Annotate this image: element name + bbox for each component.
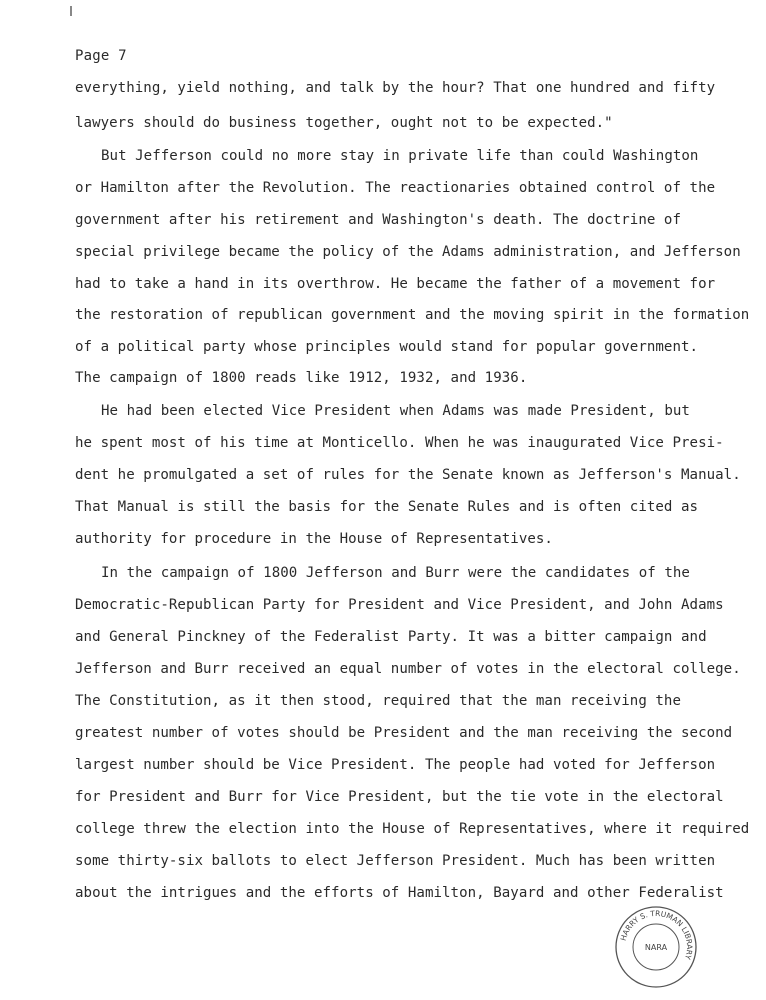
stamp-center-text: NARA	[644, 943, 668, 952]
text-line: greatest number of votes should be President and the man receiving the second	[75, 725, 733, 741]
paragraph-start-line: He had been elected Vice President when Adams was made President, but	[101, 403, 690, 419]
text-line: That Manual is still the basis for the Senate Rules and is often cited as	[75, 499, 699, 515]
stamp-ring-text: HARRY S. TRUMAN LIBRARY	[618, 908, 695, 961]
paragraph-start-line: But Jefferson could no more stay in private life than could Washington	[101, 148, 699, 164]
page-number: Page 7	[75, 48, 127, 64]
text-line: or Hamilton after the Revolution. The reactionaries obtained control of the	[75, 180, 716, 196]
text-line: everything, yield nothing, and talk by the hour? That one hundred and fifty	[75, 80, 716, 96]
text-line: had to take a hand in its overthrow. He became the father of a movement for	[75, 276, 716, 292]
text-line: and General Pinckney of the Federalist Party. It was a bitter campaign and	[75, 629, 707, 645]
text-line: the restoration of republican government and the moving spirit in the formation	[75, 307, 750, 323]
library-stamp	[614, 905, 698, 989]
paragraph-start-line: In the campaign of 1800 Jefferson and Burr were the candidates of the	[101, 565, 690, 581]
text-line: The campaign of 1800 reads like 1912, 1932, and 1936.	[75, 370, 528, 386]
text-line: government after his retirement and Washington's death. The doctrine of	[75, 212, 681, 228]
text-line: special privilege became the policy of the Adams administration, and Jefferson	[75, 244, 741, 260]
text-line: Democratic-Republican Party for President and Vice President, and John Adams	[75, 597, 724, 613]
text-line: he spent most of his time at Monticello. When he was inaugurated Vice Presi-	[75, 435, 724, 451]
text-line: largest number should be Vice President. The people had voted for Jefferson	[75, 757, 716, 773]
text-line: authority for procedure in the House of Representatives.	[75, 531, 553, 547]
text-line: for President and Burr for Vice President, but the tie vote in the electoral	[75, 789, 724, 805]
text-line: lawyers should do business together, ought not to be expected."	[75, 115, 613, 131]
text-line: some thirty-six ballots to elect Jefferson President. Much has been written	[75, 853, 716, 869]
text-line: Jefferson and Burr received an equal number of votes in the electoral college.	[75, 661, 741, 677]
text-line: of a political party whose principles would stand for popular government.	[75, 339, 699, 355]
text-line: about the intrigues and the efforts of Hamilton, Bayard and other Federalist	[75, 885, 724, 901]
text-line: The Constitution, as it then stood, required that the man receiving the	[75, 693, 681, 709]
text-line: college threw the election into the House of Representatives, where it required	[75, 821, 750, 837]
text-line: dent he promulgated a set of rules for the Senate known as Jefferson's Manual.	[75, 467, 741, 483]
punch-mark	[70, 6, 72, 16]
